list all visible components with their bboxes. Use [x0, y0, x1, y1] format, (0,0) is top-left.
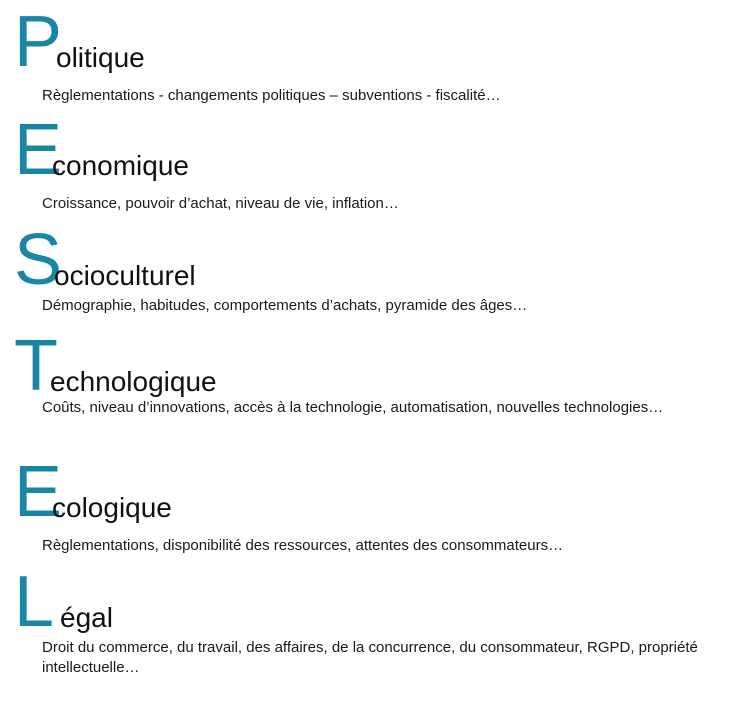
item-heading — [14, 2, 734, 82]
heading-rest: ocioculturel — [54, 260, 196, 291]
item-description: Droit du commerce, du travail, des affaires, de la concurrence, du consommateur, RGPD, propriété intellectuelle… — [42, 639, 698, 676]
item-heading — [14, 220, 734, 300]
item-description: Règlementations, disponibilité des ressources, attentes des consommateurs… — [42, 537, 564, 554]
item-heading — [14, 452, 734, 532]
initial-letter: E — [14, 110, 61, 190]
pestel-item-ecologique — [14, 452, 734, 556]
item-heading — [14, 562, 734, 642]
item-description: Croissance, pouvoir d’achat, niveau de vie, inflation… — [42, 195, 399, 212]
initial-letter: E — [14, 452, 61, 532]
heading-rest: cologique — [52, 492, 172, 523]
item-description: Coûts, niveau d’innovations, accès à la technologie, automatisation, nouvelles technologies… — [42, 399, 664, 416]
initial-letter: S — [14, 220, 61, 300]
item-heading — [14, 326, 734, 406]
item-heading — [14, 110, 734, 190]
initial-letter: P — [14, 2, 61, 82]
heading-rest: echnologique — [50, 366, 217, 397]
heading-rest: conomique — [52, 150, 189, 181]
item-description: Règlementations - changements politiques – subventions - fiscalité… — [42, 87, 501, 104]
heading-rest: égal — [60, 602, 113, 633]
pestel-item-socioculturel — [14, 220, 734, 316]
initial-letter: T — [14, 326, 56, 406]
heading-rest: olitique — [56, 42, 145, 73]
pestel-item-economique — [14, 110, 734, 214]
pestel-item-politique — [14, 2, 734, 106]
item-description: Démographie, habitudes, comportements d’achats, pyramide des âges… — [42, 297, 528, 314]
initial-letter: L — [14, 562, 53, 642]
pestel-item-technologique — [14, 326, 734, 418]
pestel-item-legal — [14, 562, 734, 678]
